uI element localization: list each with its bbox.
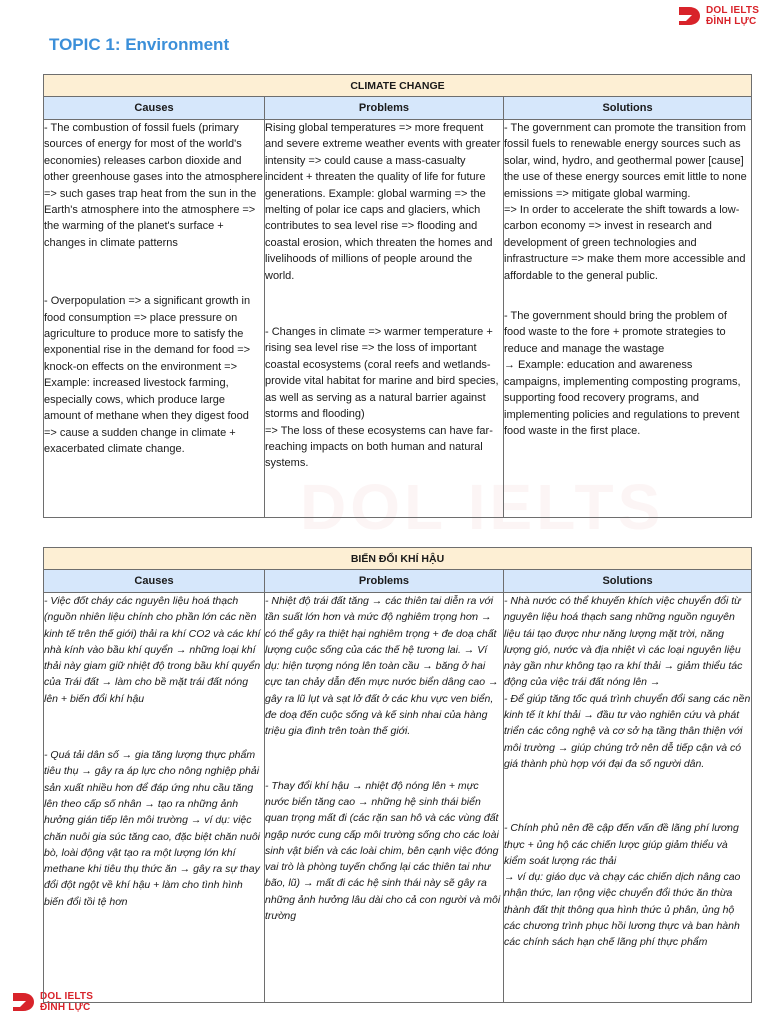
cause-item: - Việc đốt cháy các nguyên liệu hoá thạch (nguồn nhiên liệu chính cho phần lớn các nền kinh tế trên thế giới) thải ra khí CO2 và các khí nhà kính vào bầu khí quyển → những loại khí thải này giam giữ nhiệt độ trong bầu khí quyển của Trái đất → làm cho bề mặt trái đất nóng lên + biến đổi khí hậu xyxy=(44,595,261,705)
table-body-row xyxy=(44,120,752,518)
solutions-cell xyxy=(504,120,752,518)
header-solutions: Solutions xyxy=(504,97,752,120)
dol-logo-icon xyxy=(676,4,702,28)
brand-line-1: DOL IELTS xyxy=(706,5,760,16)
solution-item: - Chính phủ nên đề cập đến vấn đề lãng phí lương thực + ủng hộ các chiến lược giúp giảm thiểu và kiểm soát lượng rác thải xyxy=(504,822,739,867)
problem-item: - Thay đổi khí hậu → nhiệt độ nóng lên + mực nước biển tăng cao → những hệ sinh thái biển quan trọng mất đi (các rặn san hô và các vùng đất ngập nước cung cấp môi trường sống cho các loài sinh vật biển và các loài chim, bên cạnh việc đóng vai trò là phòng tuyến chống lại các thiên tai như bão, lũ) → mất đi các hệ sinh thái này sẽ gây ra những ảnh hưởng lâu dài cho cả con người và môi trường xyxy=(265,779,501,923)
solution-item: → Example: education and awareness campaigns, implementing composting programs, supporting food recovery programs, and implementing policies and regulations to prevent food waste in the first place. xyxy=(504,359,741,437)
table-title-row xyxy=(44,548,752,570)
table-title: CLIMATE CHANGE xyxy=(44,75,752,97)
header-solutions: Solutions xyxy=(504,570,752,593)
table-title: BIẾN ĐỔI KHÍ HẬU xyxy=(44,548,752,570)
climate-change-table xyxy=(43,74,752,518)
table-header-row xyxy=(44,97,752,120)
problem-item: - Nhiệt độ trái đất tăng → các thiên tai diễn ra với tần suất lớn hơn và mức độ nghiêm trọng hơn → có thể gây ra thiệt hại nghiêm trọng + đe doạ chất lượng cuộc sống của các thế hệ tương lai. → Ví dụ: hiện tượng nóng lên toàn cầu → băng ở hai cực tan chảy dẫn đến mực nước biển dâng cao → gây ra lũ lụt và sạt lở đất ở các khu vực ven biển, đe doạ đến cuộc sống và kế sinh nhai của hàng triệu gia đình trên toàn thế giới. xyxy=(265,595,499,738)
solutions-cell xyxy=(504,593,752,1003)
header-problems: Problems xyxy=(265,570,504,593)
problems-cell xyxy=(265,120,504,518)
cause-item: - The combustion of fossil fuels (primary sources of energy for most of the world's economies) releases carbon dioxide and other greenhouse gases into the atmosphere => such gases trap heat from the sun in the Earth's atmosphere into the atmosphere => the warming of the planet's surface + changes in climate patterns xyxy=(44,122,263,249)
brand-name xyxy=(706,5,759,27)
table-body-row xyxy=(44,593,752,1003)
problem-item: Rising global temperatures => more frequent and severe extreme weather events with greater intensity => could cause a mass-casualty incident + threaten the quality of life for future generations. Example: global warming => the melting of polar ice caps and glaciers, which contributes to sea level rise => flooding and coastal erosion, which threaten the homes and livelihoods of millions of people around the world. xyxy=(265,122,501,282)
brand-logo-top xyxy=(676,4,759,28)
dol-logo-icon xyxy=(10,990,36,1014)
solution-item: - Nhà nước có thể khuyến khích việc chuyển đổi từ nguyên liệu hoá thạch sang những nguồn nguyên liệu tái tạo được như năng lượng mặt trời, năng lượng gió, nước và địa nhiệt vì các loại nguyên liệu này gần như không tạo ra khí thải → giảm thiểu tác động của việc trái đất nóng lên → xyxy=(504,595,743,689)
problems-cell xyxy=(265,593,504,1003)
solution-item: - Để giúp tăng tốc quá trình chuyển đổi sang các nền kinh tế ít khí thải → đầu tư vào nghiên cứu và phát triển các công nghệ và cơ sở hạ tầng thân thiện với môi trường → giúp chúng trở nên dễ tiếp cận và có giá thành phù hợp với đại đa số người dân. xyxy=(504,692,751,770)
header-problems: Problems xyxy=(265,97,504,120)
page-title: TOPIC 1: Environment xyxy=(49,35,230,54)
problem-item: => The loss of these ecosystems can have far-reaching impacts on both human and natural systems. xyxy=(265,424,493,470)
vietnamese-climate-table xyxy=(43,547,752,1003)
brand-line-2: ĐÌNH LỰC xyxy=(706,16,757,27)
watermark: DOL IELTS xyxy=(300,471,665,543)
solution-item: → ví dụ: giáo dục và chạy các chiến dịch nâng cao nhận thức, lan rộng việc chuyển đổi thức ăn thừa thành đất thịt thông qua hình thức ủ phân, ủng hộ các chương trình phục hồi lương thực và ban hành các chính sách hạn chế lãng phí thực phẩm xyxy=(504,871,741,949)
table-header-row xyxy=(44,570,752,593)
causes-cell xyxy=(44,120,265,518)
cause-item: - Overpopulation => a significant growth in food consumption => place pressure on agriculture to produce more to satisfy the exponential rise in the demand for food => knock-on effects on the environment => Example: increased livestock farming, especially cows, which produce large amount of methane when they digest food => cause a sudden change in climate + exacerbated climate change. xyxy=(44,295,251,455)
solution-item: => In order to accelerate the shift towards a low-carbon economy => invest in research and development of green technologies and infrastructure => make them more accessible and affordable to the general public. xyxy=(504,204,746,282)
cause-item: - Quá tải dân số → gia tăng lượng thực phẩm tiêu thụ → gây ra áp lực cho nông nghiệp phải sản xuất nhiều hơn để đáp ứng nhu cầu tăng lên theo cấp số nhân → tạo ra những ảnh hưởng gián tiếp lên môi trường → ví dụ: việc chăn nuôi gia súc tăng cao, đặc biệt chăn nuôi bò, loài động vật tạo ra một lượng lớn khí methane khi tiêu thụ thức ăn → gây ra sự thay đổi đột ngột về khí hậu + làm cho tình hình biến đổi tồi tệ hơn xyxy=(44,749,260,908)
problem-item: - Changes in climate => warmer temperature + rising sea level rise => the loss of important coastal ecosystems (coral reefs and wetlands- provide vital habitat for marine and bird species, as well as serving as a natural barrier against storms and flooding) xyxy=(265,326,499,421)
header-causes: Causes xyxy=(44,570,265,593)
solution-item: - The government can promote the transition from fossil fuels to renewable energy sources such as solar, wind, hydro, and geothermal power [cause] the use of these energy sources emit little to none emissions => mitigate global warming. xyxy=(504,122,747,200)
causes-cell xyxy=(44,593,265,1003)
brand-line-1: DOL IELTS xyxy=(40,991,94,1002)
header-causes: Causes xyxy=(44,97,265,120)
table-title-row xyxy=(44,75,752,97)
brand-line-2: ĐÌNH LỰC xyxy=(40,1002,91,1013)
solution-item: - The government should bring the problem of food waste to the fore + promote strategies to reduce and manage the wastage xyxy=(504,310,727,355)
